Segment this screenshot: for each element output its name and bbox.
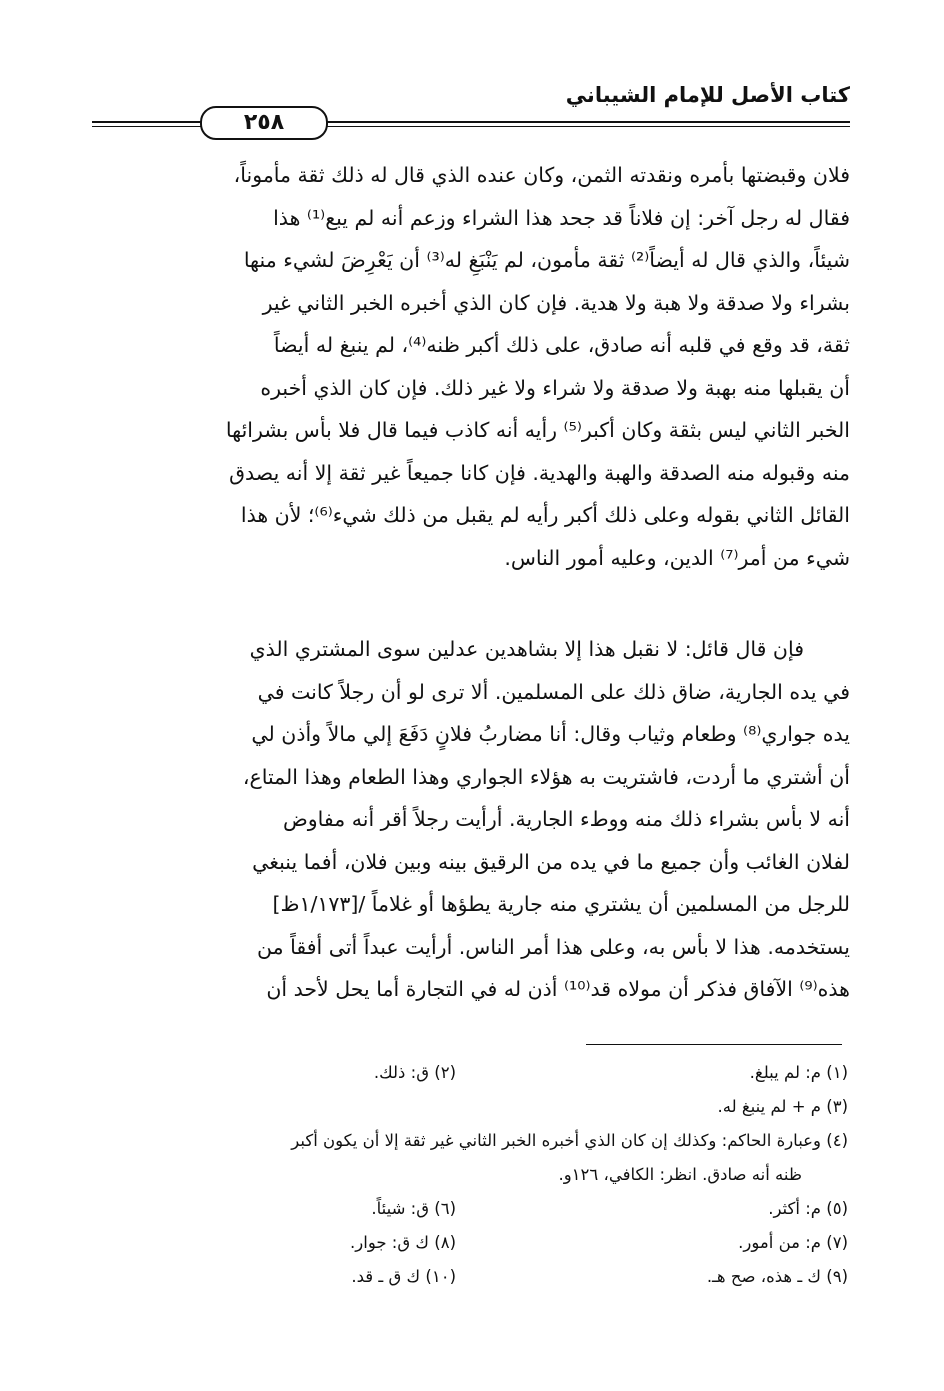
text-line: ثقة، قد وقع في قلبه أنه صادق، على ذلك أكبر ظنه⁽⁴⁾، لم ينبغ له أيضاً — [273, 333, 850, 357]
footnote-row — [88, 1158, 848, 1192]
footnotes — [88, 1056, 848, 1294]
text-line: فلان وقبضتها بأمره ونقدته الثمن، وكان عنده الذي قال له ذلك ثقة مأموناً، — [233, 163, 850, 187]
text-line: شيء من أمر⁽⁷⁾ الدين، وعليه أمور الناس. — [504, 545, 850, 570]
text-line: هذه⁽⁹⁾ الآفاق فذكر أن مولاه قد⁽¹⁰⁾ أذن له في التجارة أما يحل لأحد أن — [266, 977, 850, 1001]
text-line: بشراء ولا صدقة ولا هبة ولا هدية. فإن كان الذي أخبره الخبر الثاني غير — [262, 290, 850, 315]
text-line: في يده الجارية، ضاق ذلك على المسلمين. ألا ترى لو أن رجلاً كانت في — [257, 679, 850, 704]
running-title: كتاب الأصل للإمام الشيباني — [565, 83, 850, 107]
footnote-4: (٤) وعبارة الحاكم: وكذلك إن كان الذي أخبره الخبر الثاني غير ثقة إلا أن يكون أكبر — [291, 1131, 848, 1150]
footnote-9: (٩) ك ـ هذه، صح هـ. — [706, 1267, 848, 1286]
footnote-3: (٣) م + لم ينبغ له. — [717, 1097, 848, 1116]
footnote-separator — [586, 1044, 842, 1045]
footnote-4-continued: ظنه أنه صادق. انظر: الكافي، ١٢٦و. — [558, 1165, 802, 1184]
footnote-row — [88, 1056, 848, 1090]
text-line: منه وقبوله منه الصدقة والهبة والهدية. فإن كانا جميعاً غير ثقة إلا أنه يصدق — [229, 460, 850, 485]
footnote-8: (٨) ك ق: جوار. — [350, 1233, 456, 1252]
footnote-row — [88, 1226, 848, 1260]
footnote-row — [88, 1192, 848, 1226]
text-line: القائل الثاني بقوله وعلى ذلك أكبر رأيه لم يقبل من ذلك شيء⁽⁶⁾؛ لأن هذا — [240, 503, 850, 527]
text-line: فإن قال قائل: لا نقبل هذا إلا بشاهدين عدلين سوى المشتري الذي — [249, 637, 804, 661]
footnote-row — [88, 1124, 848, 1158]
text-line: أنه لا بأس بشراء ذلك منه ووطء الجارية. أرأيت رجلاً أقر أنه مفاوض — [282, 807, 850, 831]
text-line: أن يقبلها منه بهبة ولا صدقة ولا شراء ولا غير ذلك. فإن كان الذي أخبره — [260, 375, 850, 400]
footnote-10: (١٠) ك ق ـ قد. — [351, 1267, 456, 1286]
text-line: للرجل من المسلمين أن يشتري منه جارية يطؤها أو غلاماً /[١/١٧٣ظ] — [272, 892, 850, 916]
footnote-6: (٦) ق: شيئاً. — [371, 1199, 456, 1218]
text-line: الخبر الثاني ليس بثقة وكان أكبر⁽⁵⁾ رأيه أنه كاذب فيما قال فلا بأس بشرائها — [225, 418, 850, 442]
footnote-1: (١) م: لم يبلغ. — [749, 1063, 848, 1082]
text-line: لفلان الغائب وأن جميع ما في يده من الرقيق بينه وبين فلان، أفما ينبغي — [252, 849, 850, 874]
footnote-7: (٧) م: من أمور. — [738, 1233, 848, 1252]
footnote-row — [88, 1090, 848, 1124]
footnote-row — [88, 1260, 848, 1294]
footnote-2: (٢) ق: ذلك. — [373, 1063, 456, 1082]
paragraph-2 — [100, 628, 850, 1011]
text-line: فقال له رجل آخر: إن فلاناً قد جحد هذا الشراء وزعم أنه لم يبع⁽¹⁾ هذا — [273, 205, 850, 230]
text-line: يده جواري⁽⁸⁾ وطعام وثياب وقال: أنا مضاربُ فلانٍ دَفَعَ إلي مالاً وأذن لي — [251, 722, 850, 746]
text-line: أن أشتري ما أردت، فاشتريت به هؤلاء الجواري وهذا الطعام وهذا المتاع، — [242, 764, 850, 789]
footnote-5: (٥) م: أكثر. — [768, 1199, 848, 1218]
text-line: يستخدمه. هذا لا بأس به، وعلى هذا أمر الناس. أرأيت عبداً أتى أفقاً من — [257, 934, 850, 959]
paragraph-1 — [100, 154, 850, 579]
text-line: شيئاً، والذي قال له أيضاً⁽²⁾ ثقة مأمون، لم يَنْبَغِ له⁽³⁾ أن يَعْرِضَ لشيء منها — [243, 248, 850, 272]
page-number: ٢٥٨ — [200, 106, 328, 140]
